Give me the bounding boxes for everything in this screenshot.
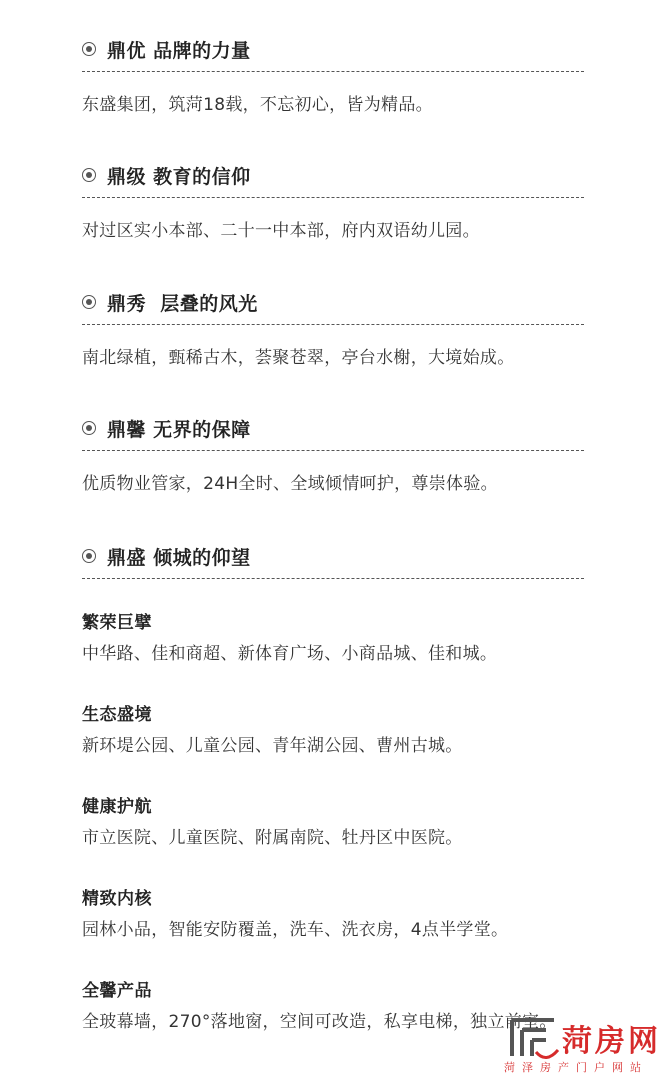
radio-bullet-icon bbox=[82, 42, 96, 56]
radio-bullet-icon bbox=[82, 168, 96, 182]
section-title: 鼎盛 倾城的仰望 bbox=[107, 546, 251, 569]
section-text: 东盛集团，筑菏18载，不忘初心，皆为精品。 bbox=[82, 95, 433, 115]
section-text: 对过区实小本部、二十一中本部，府内双语幼儿园。 bbox=[82, 221, 480, 241]
section-title: 鼎优 品牌的力量 bbox=[107, 39, 251, 62]
feature-title: 全馨产品 bbox=[82, 981, 152, 1001]
section-title: 鼎馨 无界的保障 bbox=[107, 418, 251, 441]
radio-bullet-icon bbox=[82, 421, 96, 435]
feature-text: 园林小品，智能安防覆盖，洗车、洗衣房，4点半学堂。 bbox=[82, 920, 509, 940]
feature-text: 新环堤公园、儿童公园、青年湖公园、曹州古城。 bbox=[82, 736, 463, 756]
feature-text: 中华路、佳和商超、新体育广场、小商品城、佳和城。 bbox=[82, 644, 498, 664]
section-text: 优质物业管家，24H全时、全域倾情呵护，尊崇体验。 bbox=[82, 474, 498, 494]
feature-text: 全玻幕墙，270°落地窗，空间可改造，私享电梯，独立前室。 bbox=[82, 1012, 557, 1032]
dashed-divider bbox=[82, 578, 584, 579]
watermark-subtitle: 菏泽房产门户网站 bbox=[504, 1061, 648, 1074]
radio-bullet-icon bbox=[82, 295, 96, 309]
section-header bbox=[82, 290, 258, 314]
section-header bbox=[82, 544, 251, 568]
section-title: 鼎级 教育的信仰 bbox=[107, 165, 251, 188]
feature-title: 健康护航 bbox=[82, 797, 152, 817]
section-header bbox=[82, 163, 251, 187]
feature-text: 市立医院、儿童医院、附属南院、牡丹区中医院。 bbox=[82, 828, 463, 848]
section-header bbox=[82, 416, 251, 440]
site-watermark-logo bbox=[500, 1012, 666, 1075]
dashed-divider bbox=[82, 450, 584, 451]
dashed-divider bbox=[82, 197, 584, 198]
dashed-divider bbox=[82, 71, 584, 72]
section-title: 鼎秀 层叠的风光 bbox=[107, 292, 258, 315]
section-text: 南北绿植，甄稀古木，荟聚苍翠，亭台水榭，大境始成。 bbox=[82, 348, 515, 368]
feature-title: 精致内核 bbox=[82, 889, 152, 909]
radio-bullet-icon bbox=[82, 549, 96, 563]
watermark-name: 菏房网 bbox=[562, 1024, 661, 1059]
dashed-divider bbox=[82, 324, 584, 325]
feature-title: 生态盛境 bbox=[82, 705, 152, 725]
feature-title: 繁荣巨擘 bbox=[82, 613, 152, 633]
section-header bbox=[82, 37, 251, 61]
